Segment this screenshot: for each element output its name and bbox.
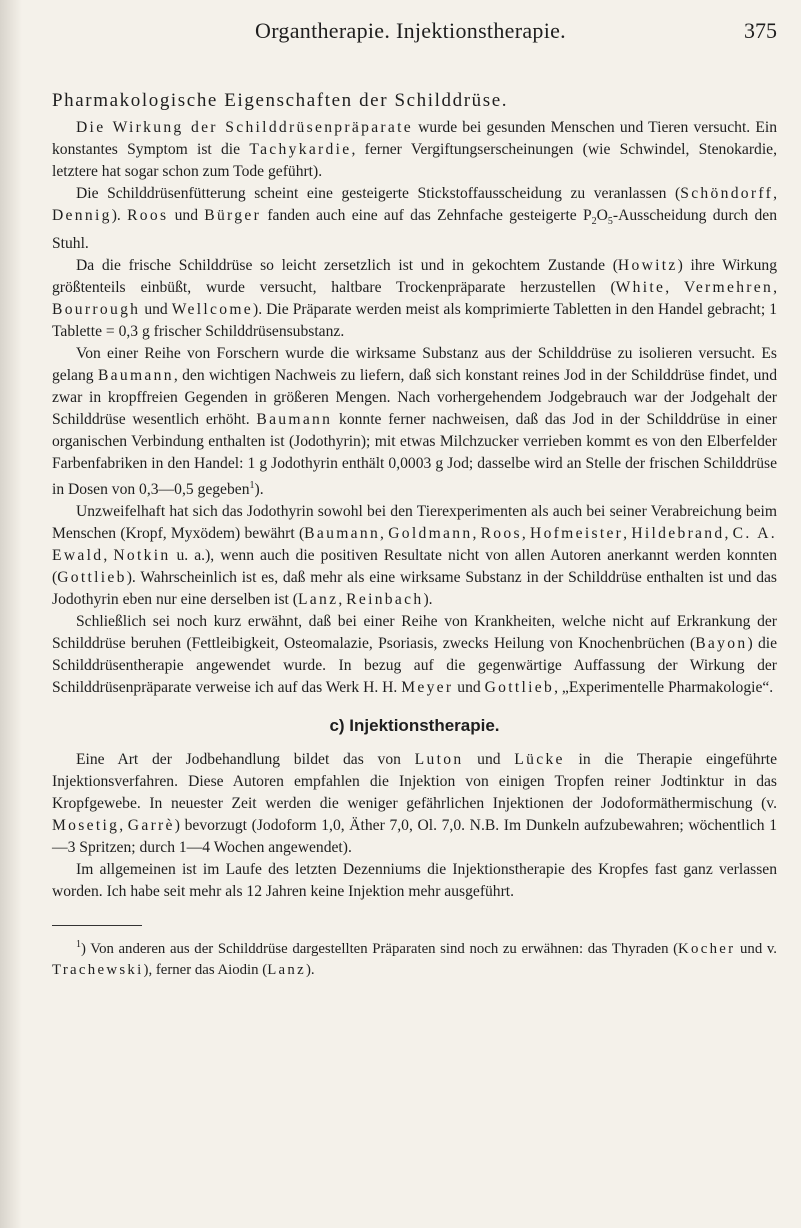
footnote-ref: 1 <box>249 480 255 492</box>
paragraph-6: Schließlich sei noch kurz erwähnt, daß bei einer Reihe von Krankheiten, welche nicht auf Erkrankung der Schilddrüse beruhen (Fettleibigkeit, Osteomalazie, Psoriasis, zwecks Heilung von Knochenbrüchen (Bayon) die Schilddrüsentherapie angewendet wurde. In bezug auf die gegenwärtige Auffassung der Wirkung der Schilddrüsenpräparate verweise ich auf das Werk H. H. Meyer und Gottlieb, „Experimentelle Pharmakologie“. <box>52 613 777 697</box>
footnote: $^1$) Von anderen aus der Schilddrüse dargestellten Präparaten sind noch zu erwähnen: das Thyraden (Kocher und v. Trachewski), ferner das Aiodin (Lanz). <box>52 939 777 979</box>
running-header <box>40 18 781 46</box>
paragraph-3: Da die frische Schilddrüse so leicht zersetzlich ist und in gekochtem Zustande (Howitz) ihre Wirkung größtenteils einbüßt, wurde versucht, haltbare Trockenpräparate herzustellen (White, Vermehren, Bourrough und Wellcome). Die Präparate werden meist als komprimierte Tabletten in den Handel gebracht; 1 Tablette = 0,3 g frischer Schilddrüsensubstanz. <box>52 257 778 341</box>
paragraph-7: Eine Art der Jodbehandlung bildet das von Luton und Lücke in die Therapie eingeführte Injektionsverfahren. Diese Autoren empfahlen die Injektion von einigen Tropfen reiner Jodtinktur in das Kropfgewebe. In neuester Zeit werden die weniger gefährlichen Injektionen der Jodoformäthermischung (v. Mosetig, Garrè) bevorzugt (Jodoform 1,0, Äther 7,0, Ol. 7,0. N.B. Im Dunkeln aufzubewahren; wöchentlich 1—3 Spritzen; durch 1—4 Wochen angewendet). <box>52 751 778 857</box>
paragraph-1: Die Wirkung der Schilddrüsenpräparate wurde bei gesunden Menschen und Tieren versucht. Ein konstantes Symptom ist die Tachykardie, ferner Vergiftungserscheinungen (wie Schwindel, Stenokardie, letztere hat sogar schon zum Tode geführt). <box>52 119 778 180</box>
section-title: Pharmakologische Eigenschaften der Schilddrüse. <box>52 90 509 111</box>
paragraph-5: Unzweifelhaft hat sich das Jodothyrin sowohl bei den Tierexperimenten als auch bei seiner Verabreichung beim Menschen (Kropf, Myxödem) bewährt (Baumann, Goldmann, Roos, Hofmeister, Hildebrand, C. A. Ewald, Notkin u. a.), wenn auch die positiven Resultate nicht von allen Autoren anerkannt werden konnten (Gottlieb). Wahrscheinlich ist es, daß mehr als eine wirksame Substanz in der Schilddrüse enthalten ist und das Jodothyrin eben nur eine derselben ist (Lanz, Reinbach). <box>52 503 778 609</box>
page-gutter-shadow <box>0 0 22 1228</box>
paragraph-4: Von einer Reihe von Forschern wurde die wirksame Substanz aus der Schilddrüse zu isolieren versucht. Es gelang Baumann, den wichtigen Nachweis zu liefern, daß sich konstant reines Jod in der Schilddrüse findet, und zwar in kropffreien Gegenden in größeren Mengen. Nach vorhergehendem Jodgebrauch war der Jodgehalt der Schilddrüse wesentlich erhöht. Baumann konnte ferner nachweisen, daß das Jod in der Schilddrüse in einer organischen Verbindung enthalten ist (Jodothyrin); mit etwas Milchzucker verrieben kommt es von den Elberfelder Farbenfabriken in den Handel: 1 g Jodothyrin enthält 0,0003 g Jod; dasselbe wird an Stelle der frischen Schilddrüse in Dosen von 0,3—0,5 gegeben$^1$). <box>52 345 777 499</box>
subsection-heading: c) Injektionstherapie. <box>329 716 500 736</box>
page-body <box>52 90 777 981</box>
page-number: 375 <box>744 18 777 43</box>
paragraph-2: Die Schilddrüsenfütterung scheint eine gesteigerte Stickstoffausscheidung zu veranlassen (Schöndorff, Dennig). Roos und Bürger fanden auch eine auf das Zehnfache gesteigerte $P_2O_5$-Ausscheidung durch den Stuhl. <box>52 185 777 253</box>
running-header-title: Organtherapie. Injektionstherapie. <box>255 18 566 43</box>
paragraph-8: Im allgemeinen ist im Laufe des letzten Dezenniums die Injektionstherapie des Kropfes fast ganz verlassen worden. Ich habe seit mehr als 12 Jahren keine Injektion mehr ausgeführt. <box>52 861 777 901</box>
footnote-rule <box>52 925 142 926</box>
